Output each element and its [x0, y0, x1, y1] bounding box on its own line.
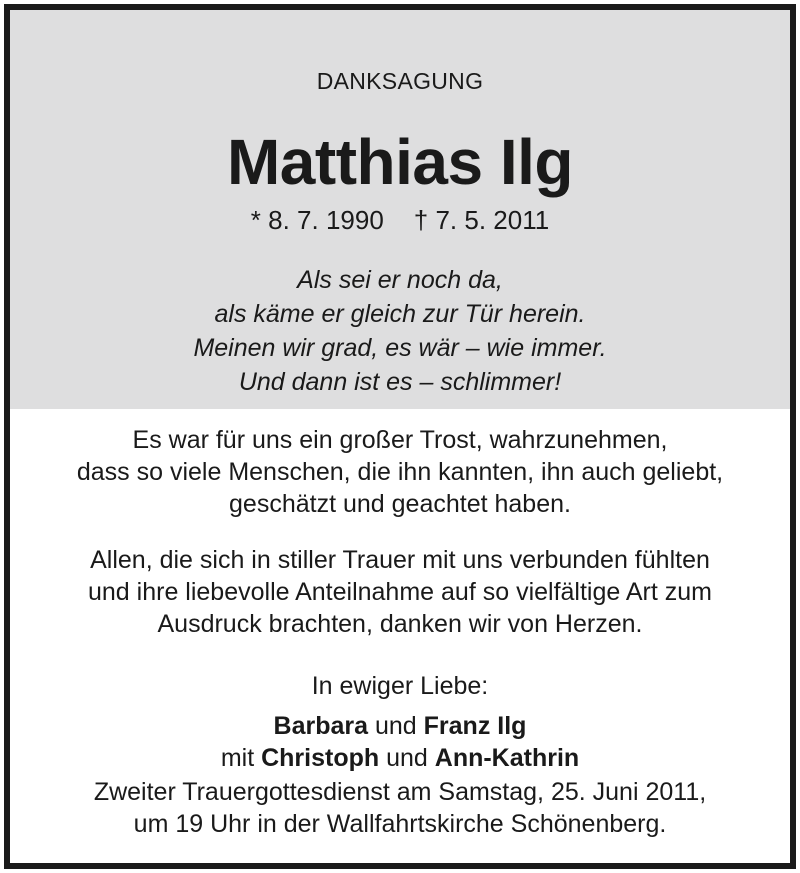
- poem-line: als käme er gleich zur Tür herein.: [214, 300, 586, 328]
- family-name: Barbara: [273, 712, 369, 740]
- poem: [10, 263, 790, 399]
- notice-heading: DANKSAGUNG: [316, 68, 484, 94]
- conjunction: mit: [220, 744, 255, 772]
- death-date: † 7. 5. 2011: [413, 205, 550, 235]
- text-line: dass so viele Menschen, die ihn kannten, ihn auch geliebt,: [76, 458, 724, 486]
- life-dates: [10, 203, 790, 237]
- signature-line-2: [10, 742, 790, 774]
- obituary-notice: [4, 4, 796, 869]
- text-line: Allen, die sich in stiller Trauer mit uns verbunden fühlten: [90, 546, 710, 574]
- family-name: Franz Ilg: [423, 712, 527, 740]
- text-line: Es war für uns ein großer Trost, wahrzunehmen,: [132, 426, 668, 454]
- birth-date: * 8. 7. 1990: [250, 205, 384, 235]
- family-name: Ann-Kathrin: [434, 744, 580, 772]
- text-line: geschätzt und geachtet haben.: [229, 490, 571, 518]
- poem-line: Und dann ist es – schlimmer!: [238, 368, 562, 396]
- text-line: um 19 Uhr in der Wallfahrtskirche Schönenberg.: [133, 810, 667, 838]
- text-line: Zweiter Trauergottesdienst am Samstag, 25. Juni 2011,: [93, 778, 707, 806]
- poem-line: Meinen wir grad, es wär – wie immer.: [193, 334, 607, 362]
- signature-line-1: [10, 710, 790, 742]
- family-signature: [10, 710, 790, 774]
- gratitude-paragraph-1: [10, 424, 790, 520]
- gratitude-paragraph-2: [10, 544, 790, 640]
- text-line: und ihre liebevolle Anteilnahme auf so vielfältige Art zum: [88, 578, 712, 606]
- conjunction: und: [374, 712, 417, 740]
- text-line: Ausdruck brachten, danken wir von Herzen.: [157, 610, 643, 638]
- family-name: Christoph: [261, 744, 380, 772]
- conjunction: und: [386, 744, 428, 772]
- service-info: [10, 776, 790, 840]
- deceased-name: Matthias Ilg: [226, 126, 574, 198]
- poem-line: Als sei er noch da,: [297, 266, 503, 294]
- closing-phrase: In ewiger Liebe:: [311, 672, 489, 700]
